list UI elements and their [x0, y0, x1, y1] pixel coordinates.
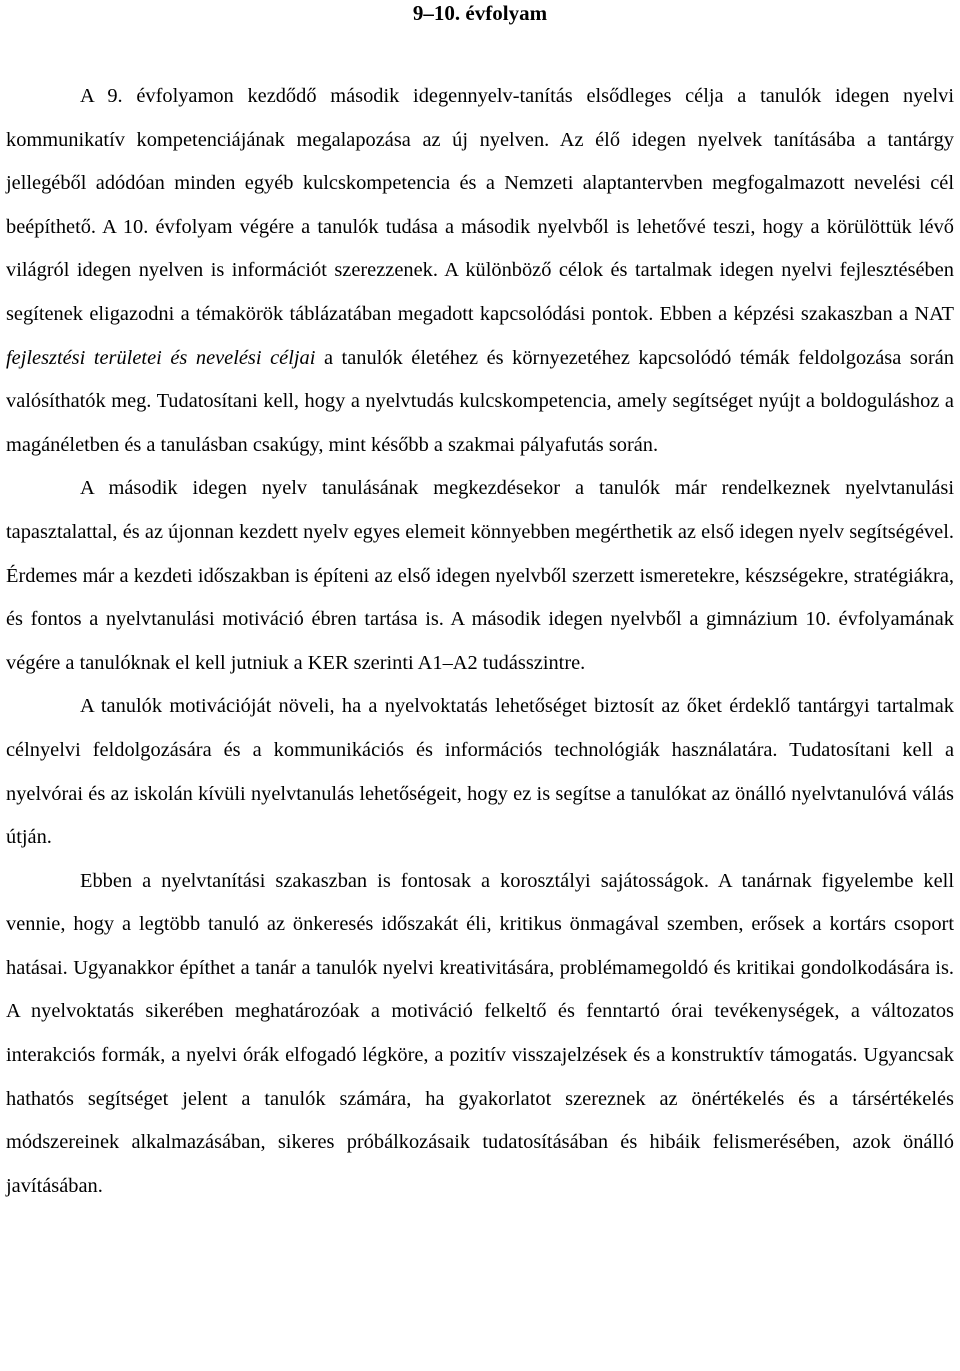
paragraph-1-text-a: A 9. évfolyamon kezdődő második idegennyelv-tanítás elsődleges célja a tanulók idegen nyelvi kommunikatív kompetenciájának megalapozása az új nyelven. Az élő idegen nyelvek tanításába a tantárgy jellegéből adódóan minden egyéb kulcskompetencia és a Nemzeti alaptantervben megfogalmazott nevelési cél beépíthető. A 10. évfolyam végére a tanulók tudása a második nyelvből is lehetővé teszi, hogy a körülöttük lévő világról idegen nyelven is információt szerezzenek. A különböző célok és tartalmak idegen nyelvi fejlesztésében segítenek eligazodni a témakörök táblázatában megadott kapcsolódási pontok. Ebben a képzési szakaszban a NAT: [6, 85, 954, 325]
paragraph-1: [6, 75, 954, 467]
paragraph-2: A második idegen nyelv tanulásának megkezdésekor a tanulók már rendelkeznek nyelvtanulási tapasztalattal, és az újonnan kezdett nyelv egyes elemeit könnyebben megérthetik az első idegen nyelv segítségével. Érdemes már a kezdeti időszakban is építeni az első idegen nyelvből szerzett ismeretekre, készségekre, stratégiákra, és fontos a nyelvtanulási motiváció ébren tartása is. A második idegen nyelvből a gimnázium 10. évfolyamának végére a tanulóknak el kell jutniuk a KER szerinti A1–A2 tudásszintre.: [6, 477, 954, 674]
paragraph-4: Ebben a nyelvtanítási szakaszban is fontosak a korosztályi sajátosságok. A tanárnak figyelembe kell vennie, hogy a legtöbb tanuló az önkeresés időszakát éli, kritikus önmagával szemben, erősek a kortárs csoport hatásai. Ugyanakkor építhet a tanár a tanulók nyelvi kreativitására, problémamegoldó és kritikai gondolkodására is. A nyelvoktatás sikerében meghatározóak a motiváció felkeltő és fenntartó órai tevékenységek, a változatos interakciós formák, a nyelvi órák elfogadó légköre, a pozitív visszajelzések és a konstruktív támogatás. Ugyancsak hathatós segítséget jelent a tanulók számára, ha gyakorlatot szereznek az önértékelés és a társértékelés módszereinek alkalmazásában, sikeres próbálkozásaik tudatosításában és hibáik felismerésében, azok önálló javításában.: [6, 869, 954, 1197]
document-page: [6, 0, 954, 1208]
paragraph-3: A tanulók motivációját növeli, ha a nyelvoktatás lehetőséget biztosít az őket érdeklő tantárgyi tartalmak célnyelvi feldolgozására és a kommunikációs és információs technológiák használatára. Tudatosítani kell a nyelvórai és az iskolán kívüli nyelvtanulás lehetőségeit, hogy ez is segítse a tanulókat az önálló nyelvtanulóvá válás útján.: [6, 695, 954, 849]
paragraph-1-text-b: a tanulók életéhez és környezetéhez kapcsolódó témák feldolgozása során valósíthatók meg. Tudatosítani kell, hogy a nyelvtudás kulcskompetencia, amely segítséget nyújt a boldoguláshoz a magánéletben és a tanulásban csakúgy, mint később a szakmai pályafutás során.: [6, 346, 954, 456]
page-title: 9–10. évfolyam: [412, 1, 548, 25]
paragraph-1-italic-phrase: fejlesztési területei és nevelési céljai: [6, 346, 316, 369]
